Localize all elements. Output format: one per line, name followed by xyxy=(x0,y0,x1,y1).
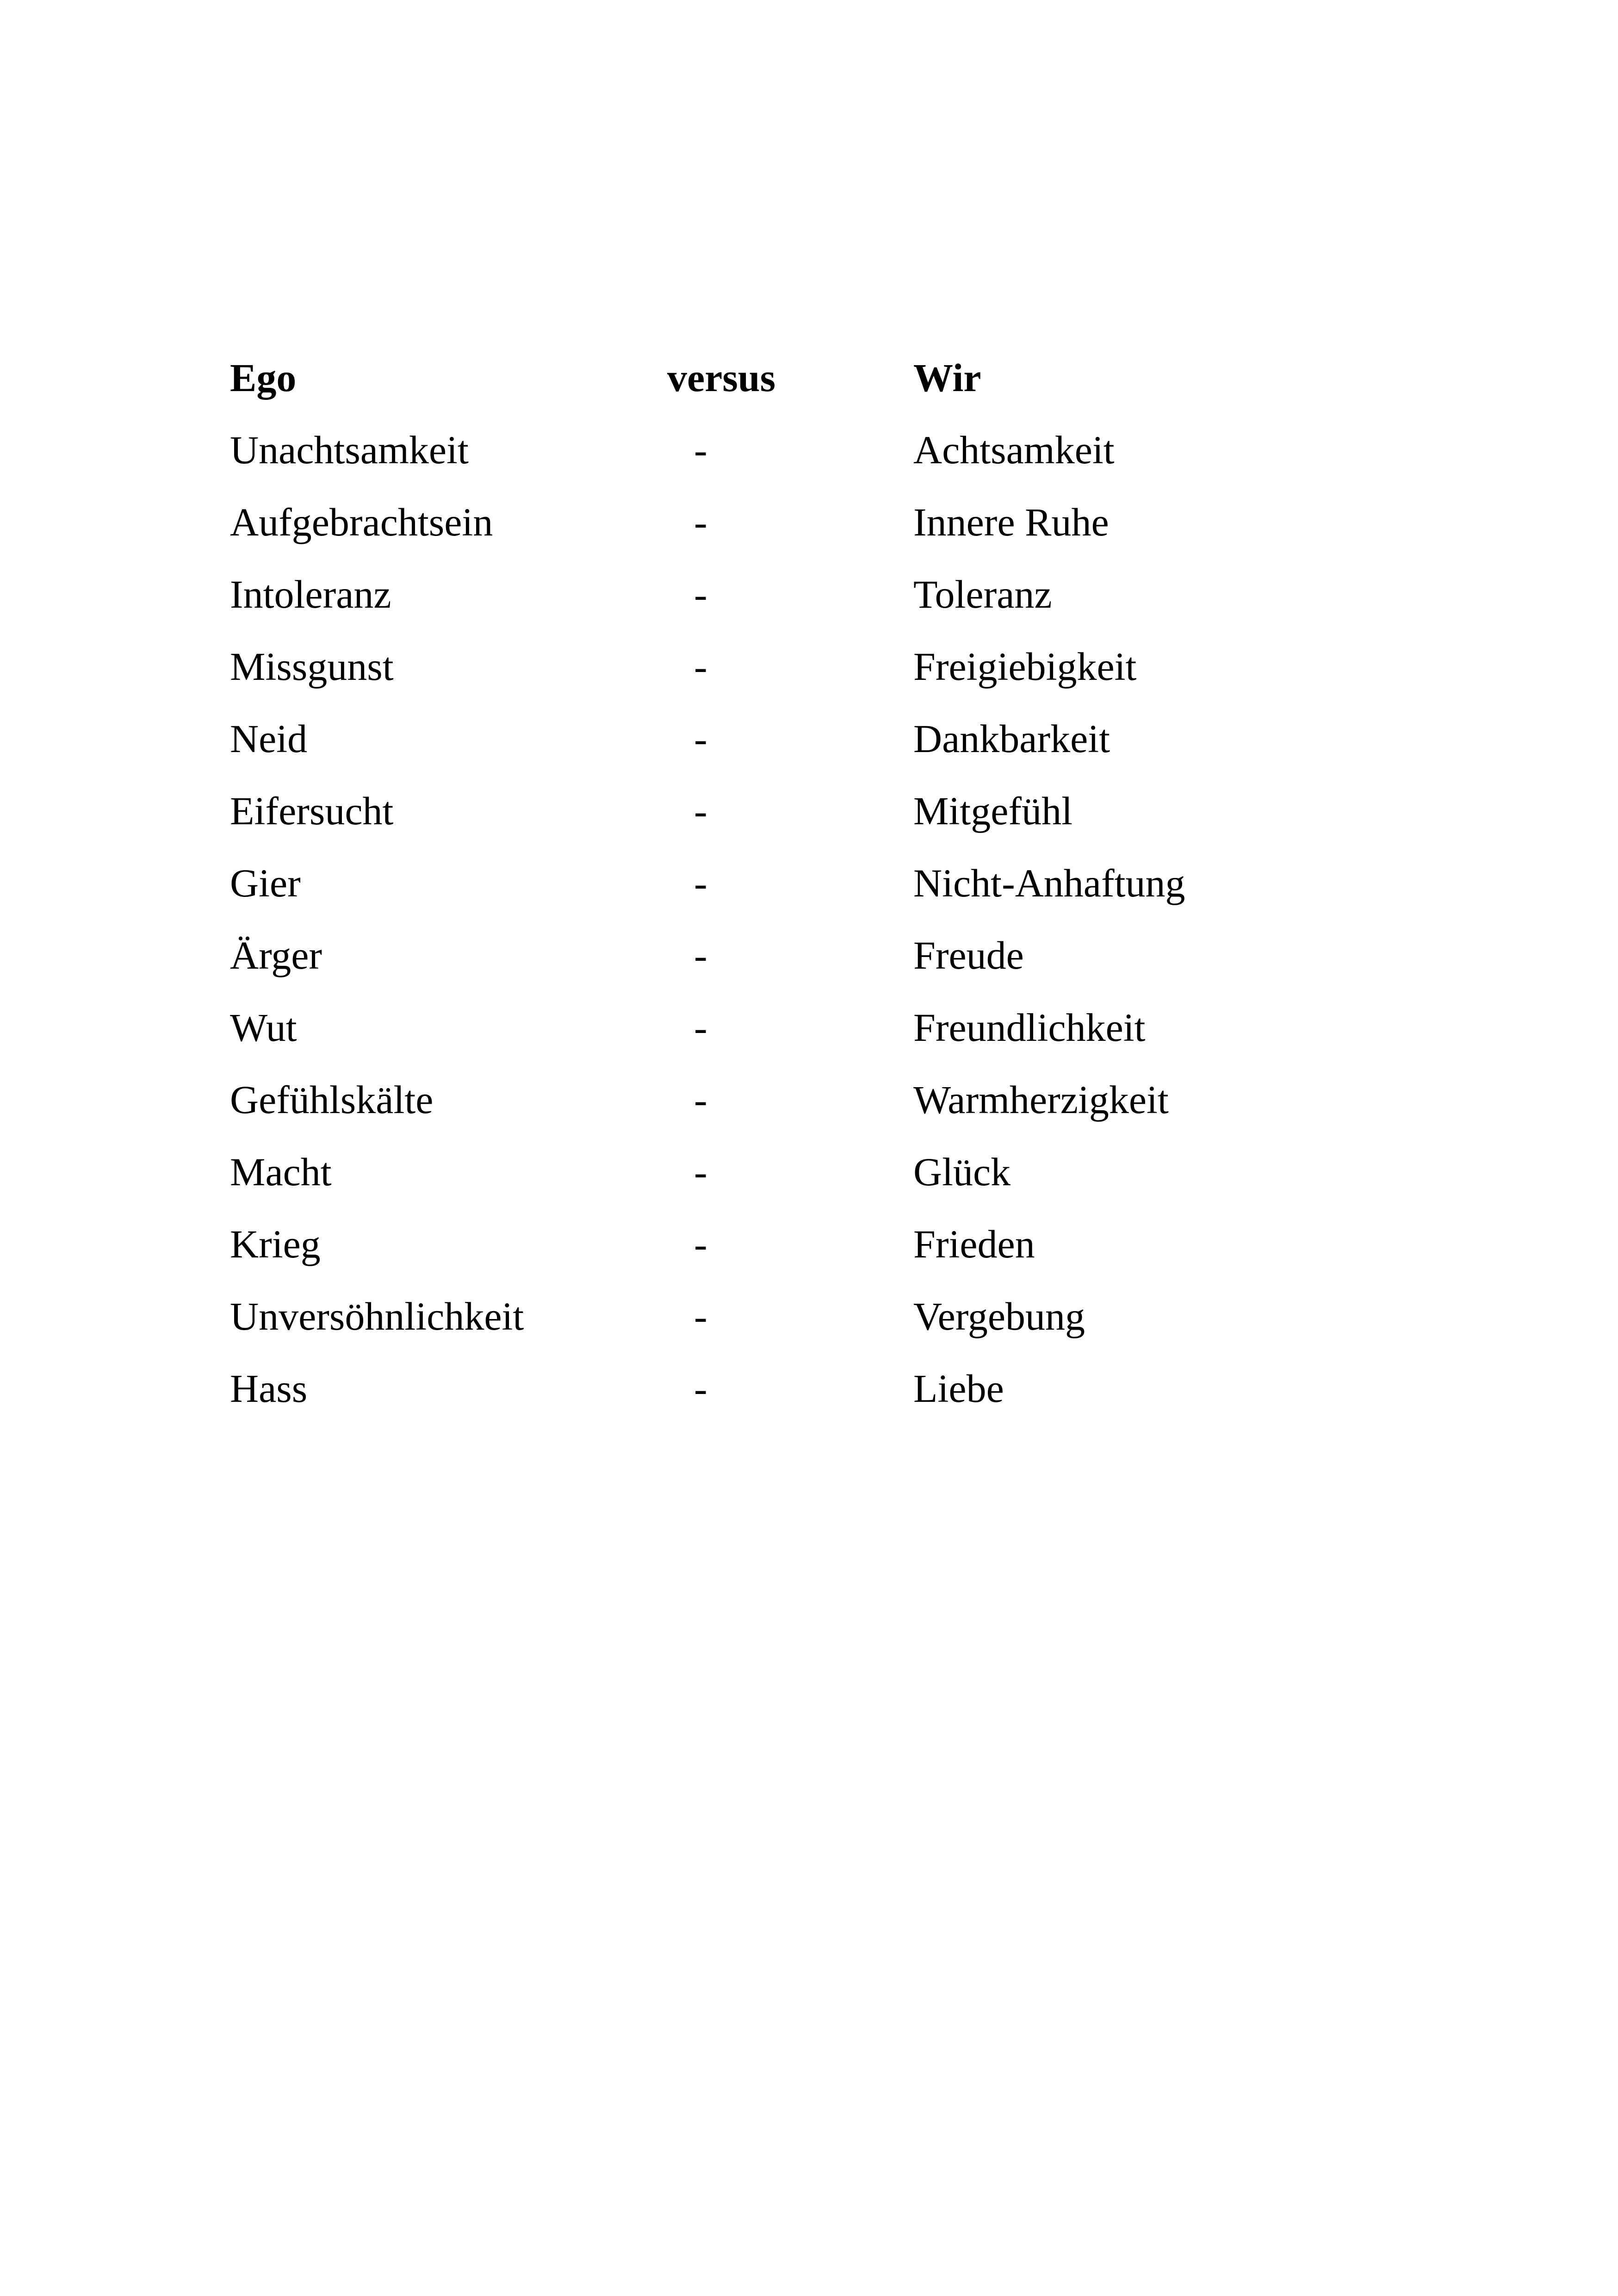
wir-term: Toleranz xyxy=(913,572,1052,616)
wir-term: Freigiebigkeit xyxy=(913,644,1137,689)
table-row xyxy=(230,1352,1387,1425)
separator-dash: - xyxy=(694,1077,707,1122)
ego-term: Hass xyxy=(230,1366,308,1411)
comparison-table xyxy=(230,342,1387,1425)
separator-dash: - xyxy=(694,861,707,905)
ego-term: Missgunst xyxy=(230,644,394,689)
separator-dash: - xyxy=(694,1005,707,1050)
ego-term: Gier xyxy=(230,861,301,905)
ego-term: Unversöhnlichkeit xyxy=(230,1294,524,1338)
wir-term: Frieden xyxy=(913,1222,1035,1266)
separator-dash: - xyxy=(694,1150,707,1194)
table-row xyxy=(230,919,1387,991)
wir-term: Innere Ruhe xyxy=(913,500,1109,544)
ego-term: Macht xyxy=(230,1150,332,1194)
wir-term: Glück xyxy=(913,1150,1011,1194)
wir-term: Freude xyxy=(913,933,1024,977)
table-row xyxy=(230,486,1387,558)
separator-dash: - xyxy=(694,428,707,472)
table-header xyxy=(230,342,1387,414)
header-versus: versus xyxy=(667,355,776,400)
separator-dash: - xyxy=(694,1222,707,1266)
wir-term: Warmherzigkeit xyxy=(913,1077,1169,1122)
table-row xyxy=(230,558,1387,630)
ego-term: Krieg xyxy=(230,1222,321,1266)
ego-term: Gefühlskälte xyxy=(230,1077,434,1122)
separator-dash: - xyxy=(694,1294,707,1338)
table-row xyxy=(230,847,1387,919)
wir-term: Liebe xyxy=(913,1366,1004,1411)
ego-term: Wut xyxy=(230,1005,297,1050)
table-row xyxy=(230,1208,1387,1280)
ego-term: Neid xyxy=(230,716,308,761)
wir-term: Achtsamkeit xyxy=(913,428,1115,472)
table-row xyxy=(230,1280,1387,1352)
ego-term: Eifersucht xyxy=(230,789,394,833)
separator-dash: - xyxy=(694,933,707,977)
table-row xyxy=(230,1136,1387,1208)
separator-dash: - xyxy=(694,644,707,689)
wir-term: Vergebung xyxy=(913,1294,1085,1338)
wir-term: Freundlichkeit xyxy=(913,1005,1146,1050)
wir-term: Nicht-Anhaftung xyxy=(913,861,1185,905)
ego-term: Unachtsamkeit xyxy=(230,428,469,472)
table-row xyxy=(230,991,1387,1064)
ego-term: Intoleranz xyxy=(230,572,391,616)
wir-term: Mitgefühl xyxy=(913,789,1072,833)
table-row xyxy=(230,1064,1387,1136)
table-row xyxy=(230,775,1387,847)
separator-dash: - xyxy=(694,789,707,833)
table-row xyxy=(230,703,1387,775)
separator-dash: - xyxy=(694,1366,707,1411)
ego-term: Aufgebrachtsein xyxy=(230,500,493,544)
table-row xyxy=(230,630,1387,703)
header-wir: Wir xyxy=(913,355,981,400)
wir-term: Dankbarkeit xyxy=(913,716,1110,761)
ego-term: Ärger xyxy=(230,933,322,977)
separator-dash: - xyxy=(694,716,707,761)
table-row xyxy=(230,414,1387,486)
header-ego: Ego xyxy=(230,355,297,400)
separator-dash: - xyxy=(694,500,707,544)
separator-dash: - xyxy=(694,572,707,616)
